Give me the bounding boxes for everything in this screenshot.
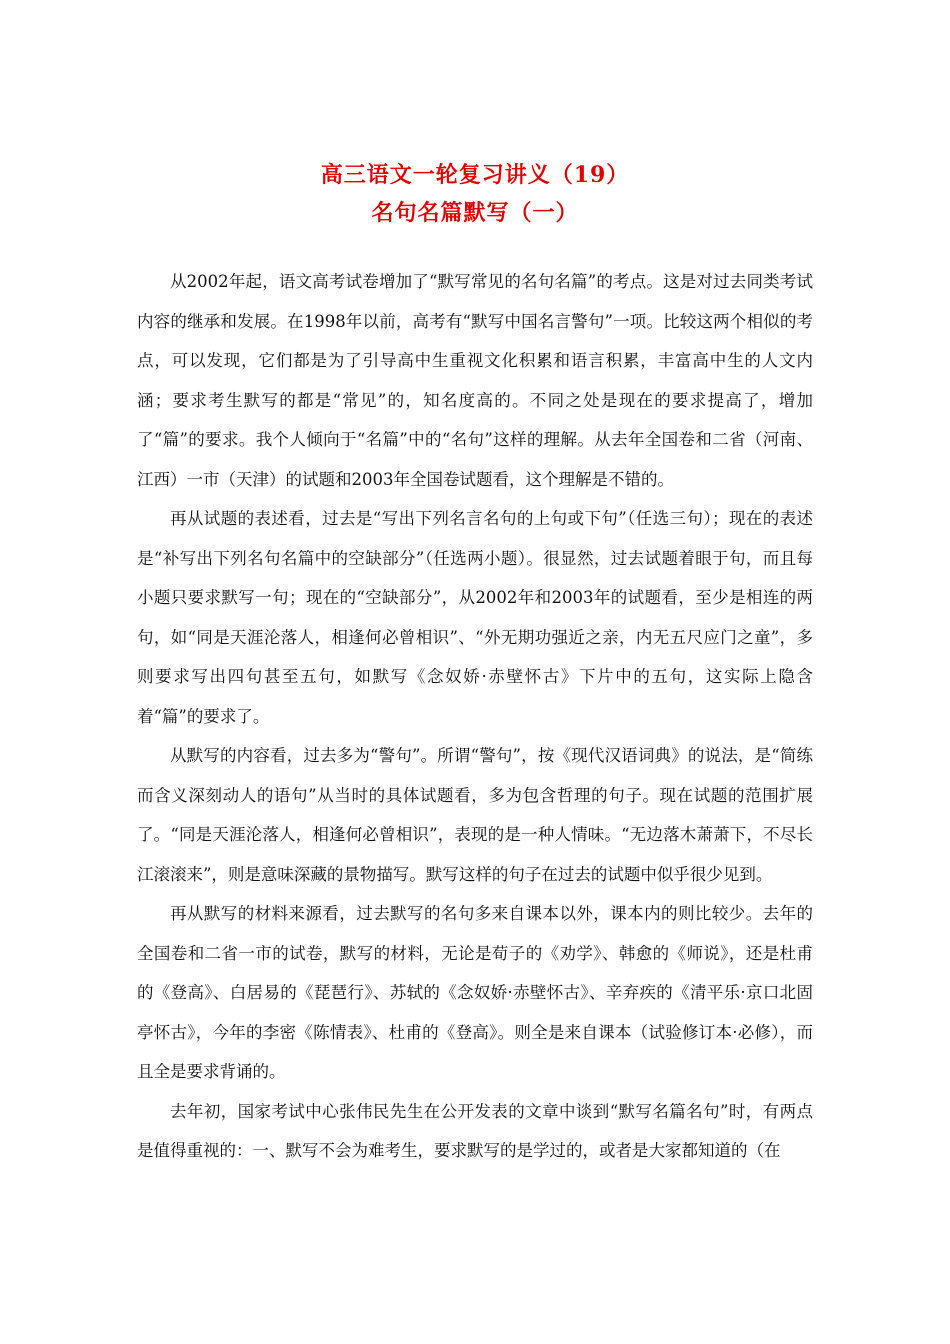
paragraph-2: 再从试题的表述看，过去是“写出下列名言名句的上句或下句”（任选三句）；现在的表述是“补写出下列名句名篇中的空缺部分”（任选两小题）。很显然，过去试题着眼于句，而且每小题只要求默写一句；现在的“空缺部分”，从2002年和2003年的试题看，至少是相连的两句，如“同是天涯沦落人，相逢何必曾相识”、“外无期功强近之亲，内无五尺应门之童”，多则要求写出四句甚至五句，如默写《念奴娇·赤壁怀古》下片中的五句，这实际上隐含着“篇”的要求了。 — [137, 509, 813, 726]
document-title: 高三语文一轮复习讲义（19） — [320, 162, 630, 188]
document-subtitle: 名句名篇默写（一） — [371, 200, 579, 226]
document-body — [137, 262, 813, 1171]
paragraph-1: 从2002年起，语文高考试卷增加了“默写常见的名句名篇”的考点。这是对过去同类考试内容的继承和发展。在1998年以前，高考有“默写中国名言警句”一项。比较这两个相似的考点，可以发现，它们都是为了引导高中生重视文化积累和语言积累，丰富高中生的人文内涵；要求考生默写的都是“常见”的，知名度高的。不同之处是现在的要求提高了，增加了“篇”的要求。我个人倾向于“名篇”中的“名句”这样的理解。从去年全国卷和二省（河南、江西）一市（天津）的试题和2003年全国卷试题看，这个理解是不错的。 — [137, 272, 813, 489]
paragraph-4: 再从默写的材料来源看，过去默写的名句多来自课本以外，课本内的则比较少。去年的全国卷和二省一市的试卷，默写的材料，无论是荀子的《劝学》、韩愈的《师说》，还是杜甫的《登高》、白居易的《琵琶行》、苏轼的《念奴娇·赤壁怀古》、辛弃疾的《清平乐·京口北固亭怀古》，今年的李密《陈情表》、杜甫的《登高》。则全是来自课本（试验修订本·必修），而且全是要求背诵的。 — [137, 904, 813, 1081]
paragraph-5: 去年初，国家考试中心张伟民先生在公开发表的文章中谈到“默写名篇名句”时，有两点是值得重视的：一、默写不会为难考生，要求默写的是学过的，或者是大家都知道的（在 — [137, 1101, 813, 1160]
paragraph-3: 从默写的内容看，过去多为“警句”。所谓“警句”，按《现代汉语词典》的说法，是“简练而含义深刻动人的语句”从当时的具体试题看，多为包含哲理的句子。现在试题的范围扩展了。“同是天涯沦落人，相逢何必曾相识”，表现的是一种人情味。“无边落木萧萧下，不尽长江滚滚来”，则是意味深藏的景物描写。默写这样的句子在过去的试题中似乎很少见到。 — [137, 746, 813, 884]
